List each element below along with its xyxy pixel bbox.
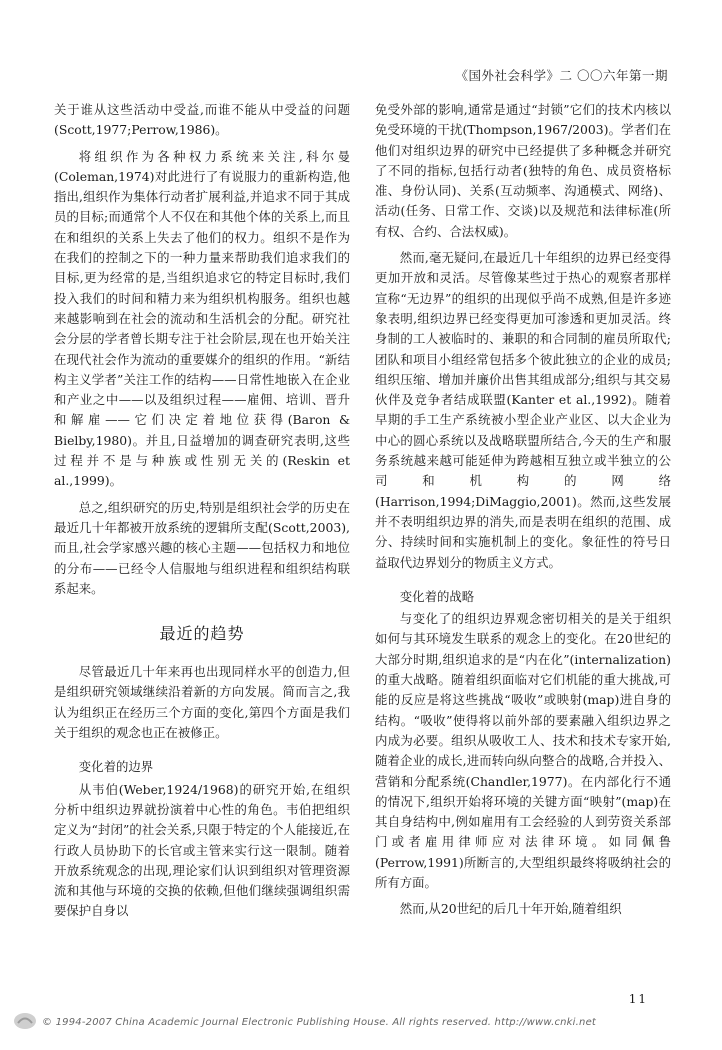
paragraph: 从韦伯(Weber,1924/1968)的研究开始,在组织分析中组织边界就扮演着中心性的角色。韦伯把组织定义为“封闭”的社会关系,只限于特定的个人能接近,在行政人员协助下的长官或主管来实行这一限制。随着开放系统观念的出现,理论家们认识到组织对管理资源流和其他与环境的交换的依赖,但他们继续强调组织需要保护自身以 <box>54 781 350 919</box>
cnki-logo-icon <box>12 1010 38 1032</box>
page-number: 11 <box>628 992 648 1006</box>
left-column <box>54 100 350 928</box>
paragraph: 关于谁从这些活动中受益,而谁不能从中受益的问题(Scott,1977;Perrow,1986)。 <box>54 102 350 138</box>
section-title: 最近的趋势 <box>159 624 245 644</box>
subsection-title: 变化着的战略 <box>399 588 475 604</box>
paragraph: 免受外部的影响,通常是通过“封锁”它们的技术内核以免受环境的干扰(Thompson,1967/2003)。学者们在他们对组织边界的研究中已经提供了多种概念并研究了不同的指标,包括行动者(独特的角色、成员资格标准、身份认同)、关系(互动频率、沟通模式、网络)、活动(任务、日常工作、交谈)以及规范和法律标准(所有权、合约、合法权威)。 <box>375 102 671 239</box>
paragraph: 将组织作为各种权力系统来关注,科尔曼(Coleman,1974)对此进行了有说服力的重新构造,他指出,组织作为集体行动者扩展利益,并追求不同于其成员的目标;而通常个人不仅在和其他个体的关系上,而且在和组织的关系上失去了他们的权力。组织不是作为在我们的控制之下的一种力量来帮助我们追求我们的目标,更为经常的是,当组织追求它的特定目标时,我们投入我们的时间和精力来为组织机构服务。组织也越来越影响到在社会的流动和生活机会的分配。研究社会分层的学者曾长期专注于社会阶层,现在也开始关注在现代社会作为流动的重要媒介的组织的作用。“新结构主义学者”关注工作的结构——日常性地嵌入在企业和产业之中——以及组织过程——雇佣、培训、晋升和解雇——它们决定着地位获得(Baron & Bielby,1980)。并且,日益增加的调查研究表明,这些过程并不是与种族或性别无关的(Reskin et al.,1999)。 <box>54 148 350 489</box>
paragraph: 尽管最近几十年来再也出现同样水平的创造力,但是组织研究领域继续沿着新的方向发展。简而言之,我认为组织正在经历三个方面的变化,第四个方面是我们关于组织的观念也正在被修正。 <box>54 664 350 741</box>
paragraph: 与变化了的组织边界观念密切相关的是关于组织如何与其环境发生联系的观念上的变化。在20世纪的大部分时期,组织追求的是“内在化”(internalization)的重大战略。随着组织面临对它们机能的重大挑战,可能的反应是将这些挑战“吸收”或映射(map)进自身的结构。“吸收”使得将以前外部的要素融入组织边界之内成为必要。组织从吸收工人、技术和技术专家开始,随着企业的成长,进而转向纵向整合的战略,合并投入、营销和分配系统(Chandler,1977)。在内部化行不通的情况下,组织开始将环境的关键方面“映射”(map)在其自身结构中,例如雇用有工会经验的人到劳资关系部门或者雇用律师应对法律环境。如同佩鲁(Perrow,1991)所断言的,大型组织最终将吸纳社会的所有方面。 <box>375 611 671 890</box>
paragraph: 总之,组织研究的历史,特别是组织社会学的历史在最近几十年都被开放系统的逻辑所支配(Scott,2003),而且,社会学家感兴趣的核心主题——包括权力和地位的分布——已经令人信服地与组织进程和组织结构联系起来。 <box>54 499 350 596</box>
journal-header: 《国外社会科学》二 〇〇六年第一期 <box>455 68 668 83</box>
right-column <box>375 100 671 926</box>
subsection-title: 变化着的边界 <box>78 759 154 775</box>
paragraph: 然而,从20世纪的后几十年开始,随着组织 <box>399 901 622 917</box>
paragraph: 然而,毫无疑问,在最近几十年组织的边界已经变得更加开放和灵活。尽管像某些过于热心的观察者那样宣称“无边界”的组织的出现似乎尚不成熟,但是许多迹象表明,组织边界已经变得更加可渗透和更加灵活。终身制的工人被临时的、兼职的和合同制的雇员所取代;团队和项目小组经常包括多个彼此独立的企业的成员;组织压缩、增加并廉价出售其组成部分;组织与其交易伙伴及竞争者结成联盟(Kanter et al.,1992)。随着早期的手工生产系统被小型企业产业区、以大企业为中心的圆心系统以及战略联盟所结合,今天的生产和服务系统越来越可能延伸为跨越相互独立或半独立的公司和机构的网络(Harrison,1994;DiMaggio,2001)。然而,这些发展并不表明组织边界的消失,而是表明在组织的范围、成分、持续时间和实施机制上的变化。象征性的符号日益取代边界划分的物质主义方式。 <box>375 250 671 570</box>
copyright-footer: © 1994-2007 China Academic Journal Electronic Publishing House. All rights reserved. http://www.cnki.net <box>42 1017 597 1028</box>
